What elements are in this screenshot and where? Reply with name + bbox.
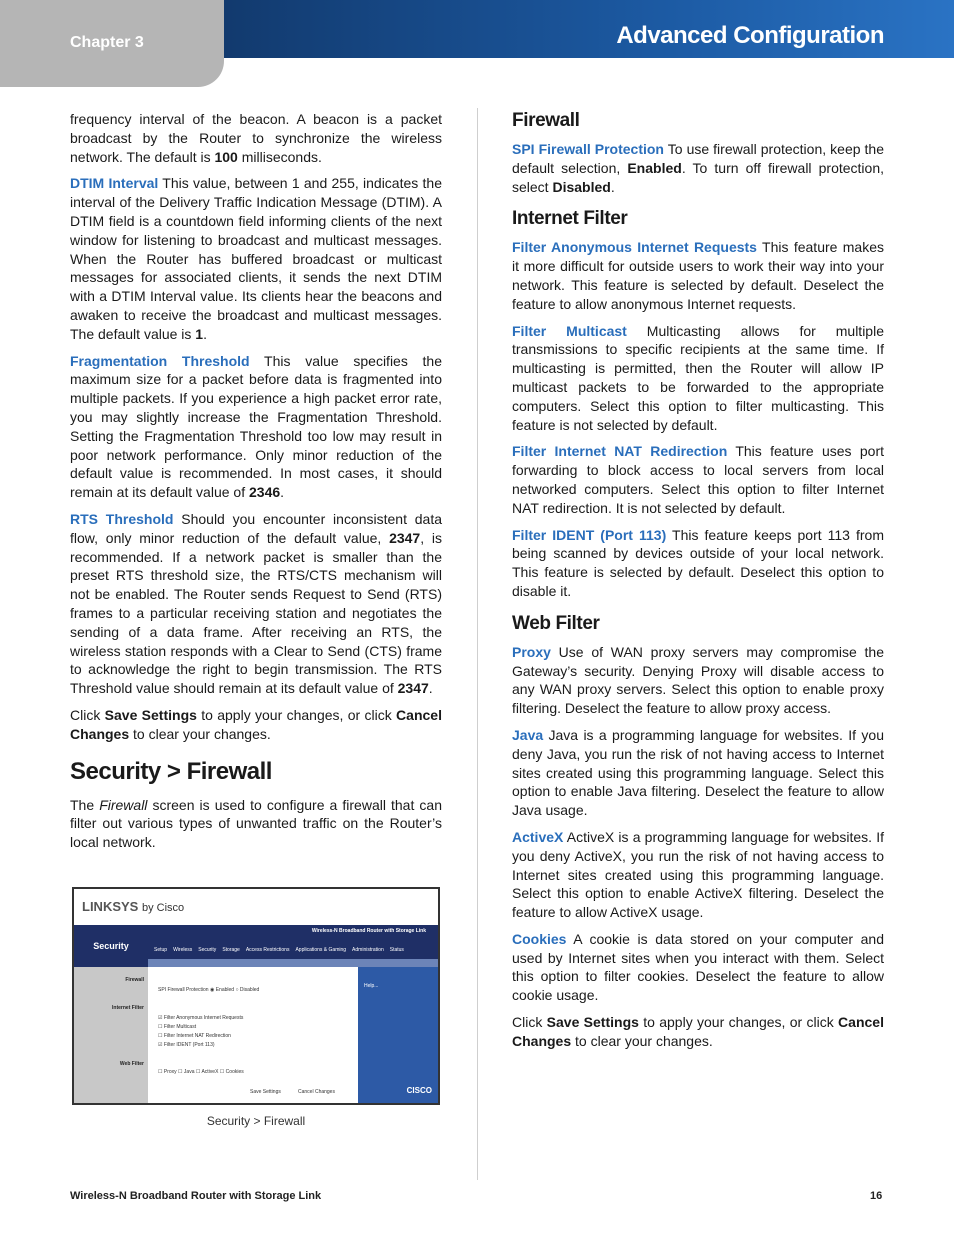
- linksys-logo: [82, 899, 184, 914]
- firewall-screenshot: [72, 887, 440, 1105]
- tab-setup: Setup: [154, 947, 168, 953]
- value: 100: [214, 148, 238, 165]
- paragraph: [512, 1013, 884, 1051]
- text: .: [280, 484, 285, 501]
- term-rts-threshold: RTS Threshold: [70, 510, 174, 527]
- page-number: 16: [870, 1190, 883, 1202]
- text: Java is a programming language for websites. If you deny Java, you run the risk of not having access to Internet sites created using this programming language. Select this option to enable Java filtering. Deselect the feature to allow Java usage.: [512, 726, 884, 819]
- spi-line: SPI Firewall Protection ◉ Enabled ○ Disabled: [158, 987, 260, 993]
- text: Multicasting allows for multiple transmissions to specific recipients at the same time. If multicasting is permitted, then the Router will allow IP multicast packets to be forwarded to the appropriate computers. Select this option to filter multicasting. This feature is not selected by default.: [512, 322, 884, 433]
- text: to apply your changes, or click: [196, 706, 397, 723]
- paragraph: [70, 796, 442, 852]
- text: This feature uses port forwarding to block access to local servers from local networked computers. Select this option to filter Internet NAT redirection. It is not selected by default.: [512, 443, 884, 516]
- tab-administration: Administration: [352, 947, 384, 953]
- value: 2347: [389, 529, 421, 546]
- term-anonymous: Filter Anonymous Internet Requests: [512, 239, 757, 256]
- paragraph: [70, 510, 442, 698]
- column-divider: [477, 108, 478, 1180]
- screenshot-help-panel: [358, 967, 440, 1103]
- heading-internet-filter: Internet Filter: [512, 208, 628, 230]
- value: Enabled: [627, 159, 682, 176]
- text: This feature keeps port 113 from being scanned by devices outside of your local network. This feature is selected by default. Deselect this option to disable it.: [512, 526, 884, 599]
- tab-storage: Storage: [222, 947, 240, 953]
- save-settings-button: Save Settings: [250, 1089, 281, 1095]
- paragraph: [512, 526, 884, 601]
- footer-product: Wireless-N Broadband Router with Storage Link: [70, 1190, 322, 1202]
- paragraph: [70, 352, 442, 502]
- tab-wireless: Wireless: [173, 947, 193, 953]
- value: 2347: [397, 680, 429, 697]
- logo-text: LINKSYS: [82, 899, 139, 914]
- screenshot-tabs: [148, 947, 440, 959]
- filter-line: ☐ Filter Internet NAT Redirection: [158, 1033, 231, 1039]
- term-dtim-interval: DTIM Interval: [70, 175, 159, 192]
- value: 1: [195, 325, 204, 342]
- heading-web-filter: Web Filter: [512, 612, 600, 634]
- cancel-changes-ref: Cancel Changes: [512, 1014, 884, 1049]
- value: Disabled: [552, 178, 611, 195]
- label-internet-filter: Internet Filter: [112, 1005, 144, 1011]
- tab-applications: Applications & Gaming: [295, 947, 347, 953]
- paragraph: [512, 930, 884, 1005]
- help-link: Help...: [364, 983, 379, 989]
- term-nat: Filter Internet NAT Redirection: [512, 443, 728, 460]
- figure-caption: Security > Firewall: [206, 1114, 306, 1128]
- screenshot-section: Security: [74, 925, 148, 967]
- screenshot-top: [74, 889, 438, 925]
- paragraph: [512, 442, 884, 517]
- cisco-logo: CISCO: [406, 1086, 432, 1095]
- text: .: [203, 325, 207, 342]
- cancel-changes-button: Cancel Changes: [298, 1089, 335, 1095]
- filter-line: ☐ Filter Multicast: [158, 1024, 197, 1030]
- filter-line: ☑ Filter IDENT (Port 113): [158, 1042, 215, 1048]
- text: A cookie is data stored on your computer and used by Internet sites when you interact with them. Select this option to filter cookies. Deselect the feature to allow cookie usage.: [512, 930, 884, 1004]
- term-spi: SPI Firewall Protection: [512, 141, 664, 157]
- save-settings-ref: Save Settings: [546, 1014, 639, 1031]
- term-cookies: Cookies: [512, 930, 567, 947]
- header-bar: [224, 0, 954, 58]
- paragraph: [70, 174, 442, 343]
- chapter-label: Chapter 3: [70, 34, 144, 51]
- tab-access: Access Restrictions: [245, 947, 290, 953]
- filter-line: ☑ Filter Anonymous Internet Requests: [158, 1015, 244, 1021]
- text: to clear your changes.: [129, 725, 271, 742]
- section-title: Advanced Configuration: [616, 22, 884, 49]
- term-activex: ActiveX: [512, 828, 564, 845]
- term-proxy: Proxy: [512, 643, 551, 660]
- text: Click: [512, 1014, 547, 1031]
- label-firewall: Firewall: [125, 977, 144, 983]
- save-settings-ref: Save Settings: [104, 706, 197, 723]
- text: milliseconds.: [237, 148, 322, 165]
- paragraph: [70, 110, 442, 166]
- text: Firewall: [99, 796, 148, 813]
- text: Use of WAN proxy servers may compromise the Gateway’s security. Denying Proxy will disable access to any WAN proxy servers. Select this option to enable proxy filtering. Deselect the feature to allow proxy access.: [512, 643, 884, 717]
- heading-firewall: Firewall: [512, 110, 580, 131]
- text: , is recommended. If a network packet is smaller than the preset RTS threshold size, the RTS/CTS mechanism will not be enabled. The Router sends Request to Send (RTS) frames to a particular receiving station and negotiates the sending of a data frame. After receiving an RTS, the wireless station responds with a Clear to Send (CTS) frame to acknowledge the right to begin transmission. The RTS Threshold value should remain at its default value of: [70, 529, 442, 697]
- value: 2346: [249, 484, 281, 501]
- label-web-filter: Web Filter: [119, 1061, 144, 1067]
- right-column: [512, 110, 884, 1059]
- tab-status: Status: [389, 947, 404, 953]
- text: This value specifies the maximum size for a packet before data is fragmented into multiple packets. If you experience a high packet error rate, you may slightly increase the Fragmentation Threshold. Setting the Fragmentation Threshold too low may result in poor network performance. Only minor reduction of the default value is recommended. In most cases, it should remain at its default value of: [70, 352, 443, 501]
- paragraph: [512, 322, 884, 435]
- text: .: [610, 178, 615, 195]
- text: frequency interval of the beacon. A beacon is a packet broadcast by the Router to synchronize the wireless network. The default is: [70, 111, 442, 165]
- text: to apply your changes, or click: [638, 1014, 839, 1031]
- logo-by: by Cisco: [141, 902, 185, 914]
- text: Click: [70, 706, 105, 723]
- text: .: [428, 680, 433, 697]
- text: This value, between 1 and 255, indicates the interval of the Delivery Traffic Indication Message (DTIM). A DTIM field is a countdown field informing clients of the next window for listening to broadcast and multicast messages. When the Router has buffered broadcast or multicast messages for associated clients, it sends the next DTIM with a DTIM Interval value. Its clients hear the beacons and awaken to receive the broadcast and multicast messages. The default value is: [70, 175, 442, 342]
- paragraph: [512, 828, 884, 922]
- text: . To turn off firewall protection, select: [512, 159, 884, 195]
- term-fragmentation: Fragmentation Threshold: [70, 352, 250, 369]
- chapter-tab: [0, 0, 224, 87]
- cancel-changes-ref: Cancel Changes: [70, 706, 442, 742]
- text: Should you encounter inconsistent data flow, only minor reduction of the default value,: [70, 510, 443, 546]
- paragraph: [512, 238, 884, 313]
- paragraph: [512, 140, 884, 196]
- web-filter-line: ☐ Proxy ☐ Java ☐ ActiveX ☐ Cookies: [158, 1069, 244, 1075]
- left-column: [70, 110, 442, 860]
- paragraph: [512, 726, 884, 820]
- text: To use firewall protection, keep the default selection,: [512, 141, 885, 176]
- screenshot-product: Wireless-N Broadband Router with Storage Link: [311, 928, 426, 934]
- text: This feature makes it more difficult for outside users to work their way into your network. This feature is selected by default. Deselect the feature to allow anonymous Internet requests.: [512, 239, 884, 312]
- tab-security: Security: [198, 947, 217, 953]
- text: The: [70, 796, 100, 813]
- term-ident: Filter IDENT (Port 113): [512, 526, 667, 543]
- paragraph: [512, 643, 884, 718]
- term-java: Java: [512, 726, 544, 743]
- section-heading: Security > Firewall: [70, 757, 272, 785]
- screenshot-subnav: [148, 959, 440, 967]
- text: screen is used to configure a firewall that can filter out various types of unwanted traffic on the Router’s local network.: [70, 796, 442, 851]
- term-multicast: Filter Multicast: [512, 322, 627, 339]
- text: ActiveX is a programming language for websites. If you deny ActiveX, you run the risk of not having access to Internet sites created using this programming language. Select this option to enable ActiveX filtering. Deselect the feature to allow ActiveX usage.: [512, 828, 884, 921]
- paragraph: [70, 706, 442, 744]
- text: to clear your changes.: [571, 1032, 713, 1049]
